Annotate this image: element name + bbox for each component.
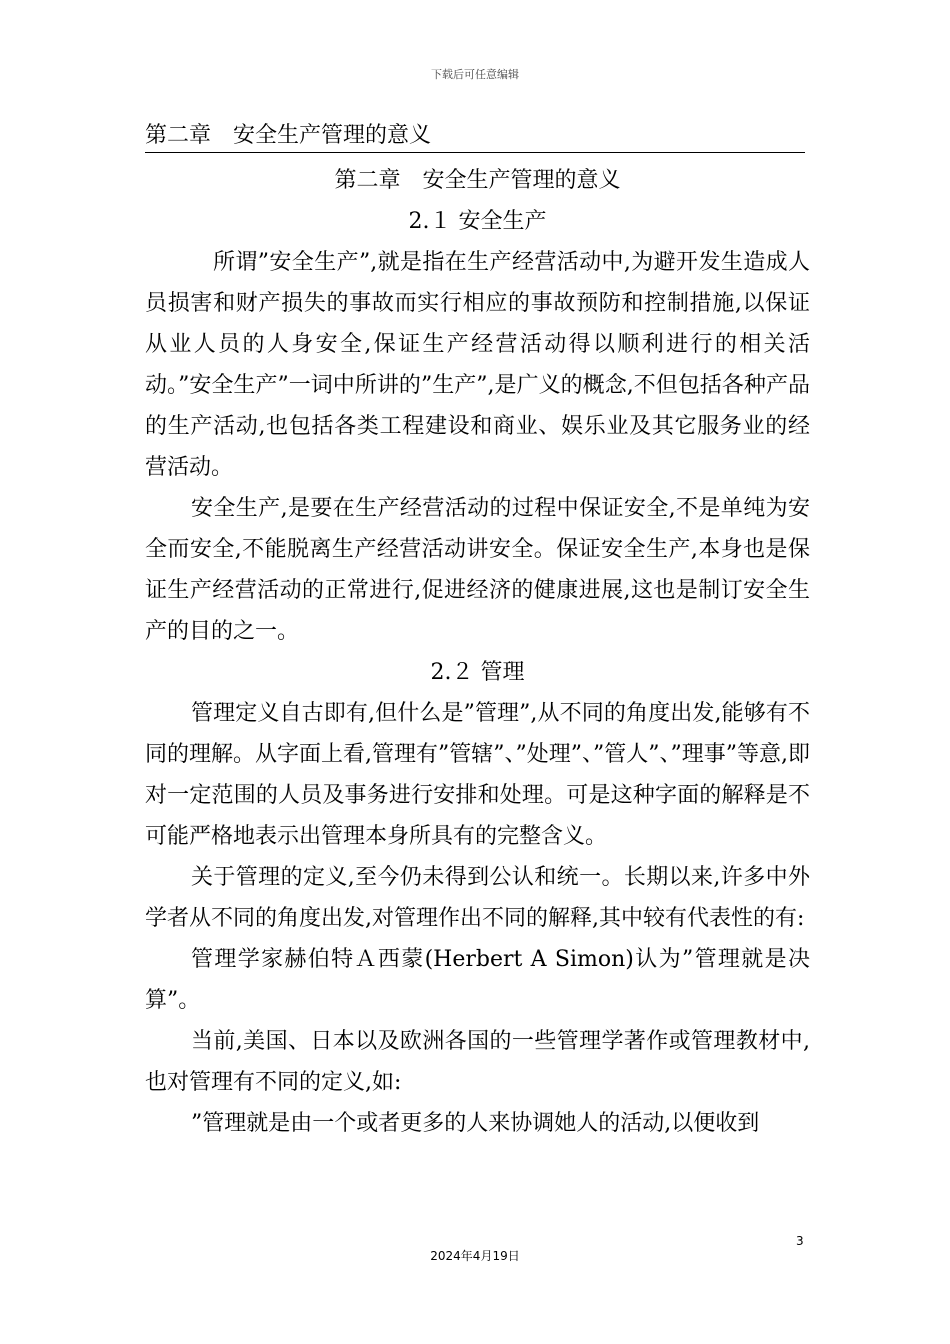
paragraph: 安全生产,是要在生产经营活动的过程中保证安全,不是单纯为安全而安全,不能脱离生产经营活动讲安全。保证安全生产,本身也是保证生产经营活动的正常进行,促进经济的健康进展,这也是制订安全生产的目的之一。 xyxy=(145,496,810,644)
paragraph: 所谓”安全生产”,就是指在生产经营活动中,为避开发生造成人员损害和财产损失的事故而实行相应的事故预防和控制措施,以保证从业人员的人身安全,保证生产经营活动得以顺利进行的相关活动。”安全生产”一词中所讲的”生产”,是广义的概念,不但包括各种产品的生产活动,也包括各类工程建设和商业、娱乐业及其它服务业的经营活动。 xyxy=(145,250,810,480)
paragraph: 管理学家赫伯特Ａ西蒙(Herbert A Simon)认为”管理就是决算”。 xyxy=(145,947,810,1013)
paragraph: ”管理就是由一个或者更多的人来协调她人的活动,以便收到 xyxy=(191,1111,760,1136)
chapter-title: 第二章 安全生产管理的意义 xyxy=(334,168,621,193)
running-head: 第二章 安全生产管理的意义 xyxy=(145,121,805,153)
document-body xyxy=(145,160,810,1144)
page-number: 3 xyxy=(796,1234,804,1248)
footer-date: 2024年4月19日 xyxy=(430,1249,520,1263)
section-heading-2-2: 2.２ 管理 xyxy=(430,660,525,685)
paragraph: 管理定义自古即有,但什么是”管理”,从不同的角度出发,能够有不同的理解。从字面上看,管理有”管辖”、”处理”、”管人”、”理事”等意,即对一定范围的人员及事务进行安排和处理。可是这种字面的解释是不可能严格地表示出管理本身所具有的完整含义。 xyxy=(145,701,810,849)
header-note: 下载后可任意编辑 xyxy=(431,68,519,81)
paragraph: 当前,美国、日本以及欧洲各国的一些管理学著作或管理教材中,也对管理有不同的定义,如: xyxy=(145,1029,810,1095)
section-heading-2-1: 2.１ 安全生产 xyxy=(408,209,547,234)
paragraph: 关于管理的定义,至今仍未得到公认和统一。长期以来,许多中外学者从不同的角度出发,对管理作出不同的解释,其中较有代表性的有: xyxy=(145,865,810,931)
